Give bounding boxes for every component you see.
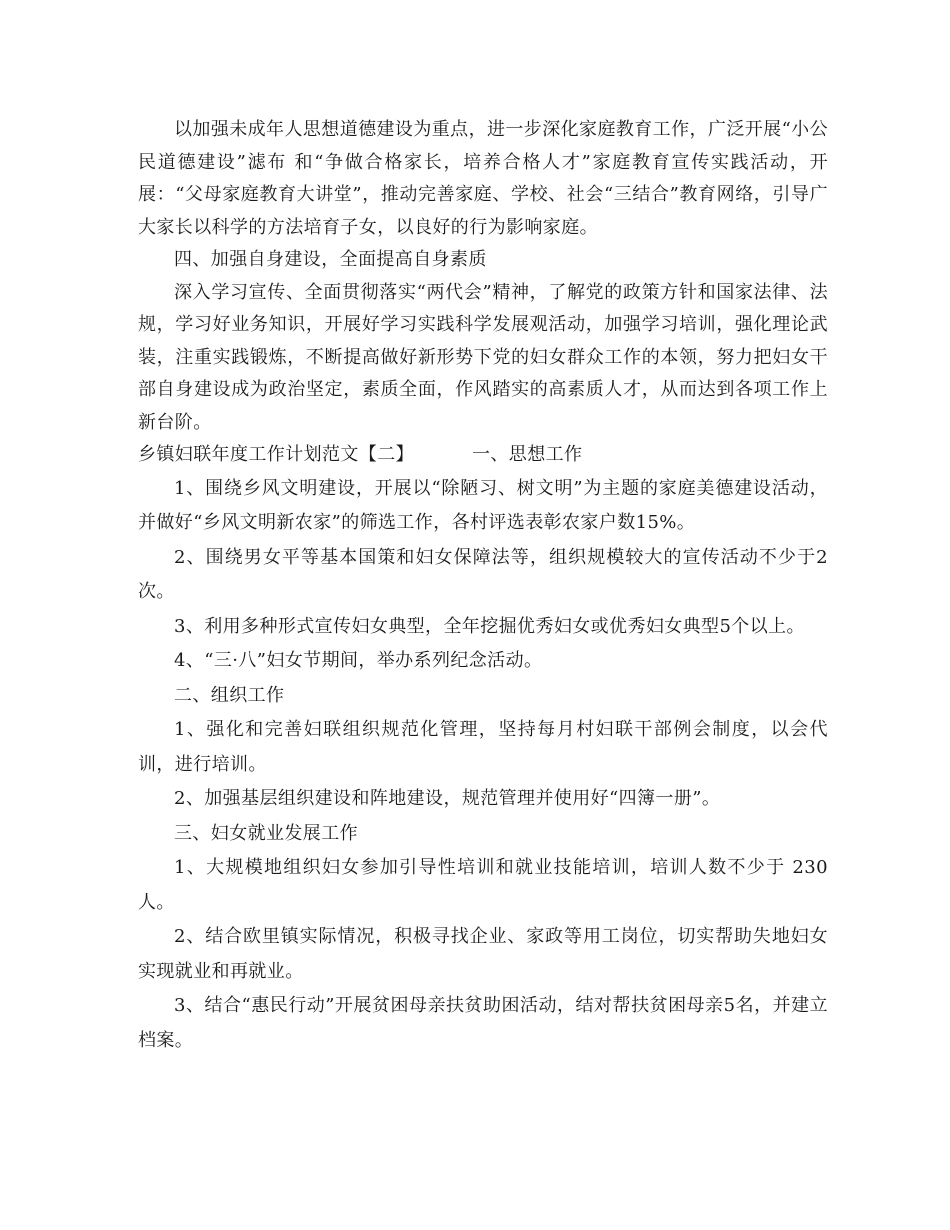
paragraph-ideology-2: 2、围绕男女平等基本国策和妇女保障法等，组织规模较大的宣传活动不少于2次。 <box>138 546 828 602</box>
paragraph-employment-2: 2、结合欧里镇实际情况，积极寻找企业、家政等用工岗位，切实帮助失地妇女实现就业和再就业。 <box>138 926 828 982</box>
paragraph-ideology-1: 1、围绕乡风文明建设，开展以“除陋习、树文明”为主题的家庭美德建设活动，并做好“乡风文明新农家”的筛选工作，各村评选表彰农家户数15%。 <box>138 477 828 533</box>
section-title: 乡镇妇联年度工作计划范文【二】 <box>138 444 414 465</box>
paragraph-self-building: 深入学习宣传、全面贯彻落实“两代会”精神，了解党的政策方针和国家法律、法规，学习好业务知识，开展好学习实践科学发展观活动，加强学习培训，强化理论武装，注重实践锻炼，不断提高做好新形势下党的妇女群众工作的本领，努力把妇女干部自身建设成为政治坚定，素质全面，作风踏实的高素质人才，从而达到各项工作上新台阶。 <box>138 281 828 433</box>
paragraph-ideology-3: 3、利用多种形式宣传妇女典型，全年挖掘优秀妇女或优秀妇女典型5个以上。 <box>174 615 805 637</box>
paragraph-family-education: 以加强未成年人思想道德建设为重点，进一步深化家庭教育工作，广泛开展“小公民道德建设”滤布 和“争做合格家长，培养合格人才”家庭教育宣传实践活动，开展：“父母家庭教育大讲堂”，推动完善家庭、学校、社会“三结合”教育网络，引导广大家长以科学的方法培育子女，以良好的行为影响家庭。 <box>138 119 828 238</box>
heading-self-building: 四、加强自身建设，全面提高自身素质 <box>174 249 487 270</box>
heading-ideological-work: 一、思想工作 <box>472 444 583 465</box>
paragraph-organization-2: 2、加强基层组织建设和阵地建设，规范管理并使用好“四簿一册”。 <box>174 788 721 809</box>
document-body <box>138 114 828 1058</box>
heading-organization-work: 二、组织工作 <box>174 684 285 706</box>
section-title-line <box>138 439 828 472</box>
paragraph-organization-1: 1、强化和完善妇联组织规范化管理，坚持每月村妇联干部例会制度，以会代训，进行培训。 <box>138 719 828 775</box>
heading-employment-work: 三、妇女就业发展工作 <box>174 822 358 844</box>
paragraph-employment-1: 1、大规模地组织妇女参加引导性培训和就业技能培训，培训人数不少于 230 人。 <box>138 857 828 913</box>
paragraph-employment-3: 3、结合“惠民行动”开展贫困母亲扶贫助困活动，结对帮扶贫困母亲5名，并建立档案。 <box>138 995 828 1051</box>
paragraph-ideology-4: 4、“三·八”妇女节期间，举办系列纪念活动。 <box>174 650 543 671</box>
